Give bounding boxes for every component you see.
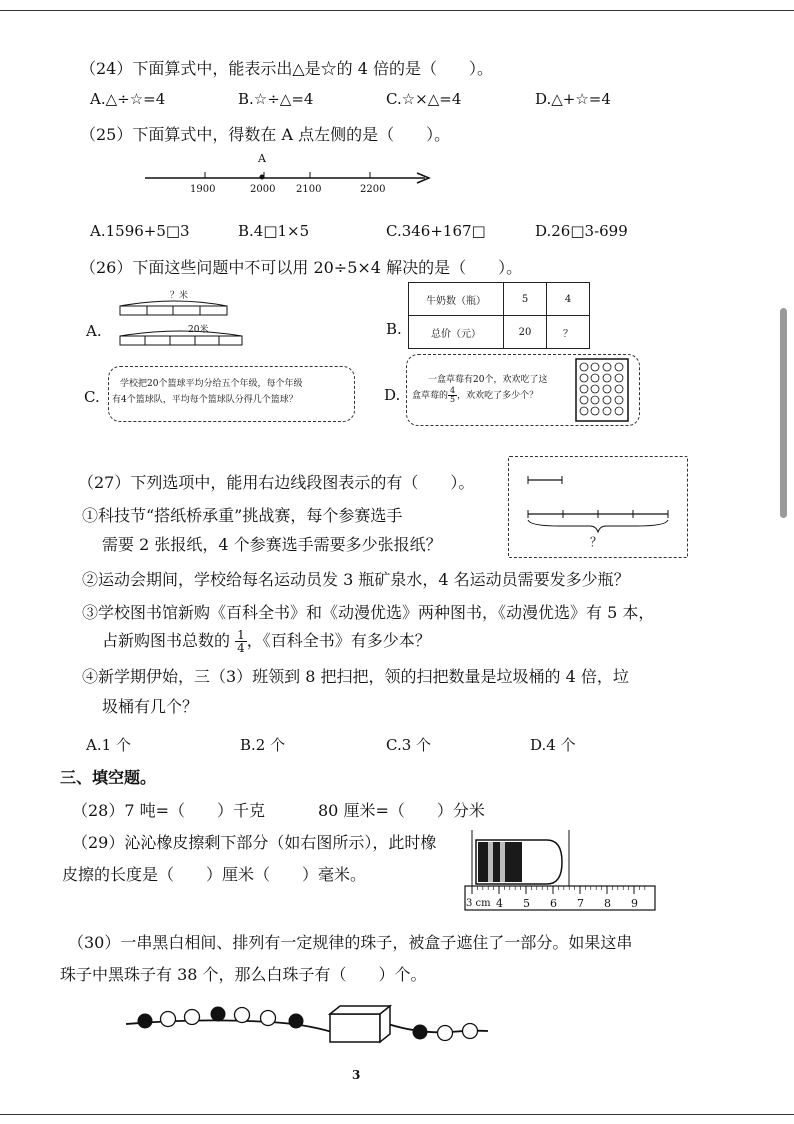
table-cell: ？ bbox=[547, 316, 590, 349]
q27-item1-line2: 需要 2 张报纸，4 个参赛选手需要多少张报纸？ bbox=[102, 535, 442, 554]
q26-a-bottom-text: 20米 bbox=[188, 325, 209, 335]
q26-label-b: B. bbox=[386, 320, 402, 338]
table-cell: 5 bbox=[504, 283, 547, 316]
q27-stem: （27）下列选项中，能用右边线段图表示的有（ ）。 bbox=[78, 473, 475, 492]
q28-part1: （28）7 吨=（ ）千克 bbox=[72, 801, 266, 820]
q27-item3-line1: ③学校图书馆新购《百科全书》和《动漫优选》两种图书，《动漫优选》有 5 本， bbox=[82, 603, 655, 622]
q26-a-segment-diagram bbox=[115, 294, 250, 354]
table-header-price: 总价（元） bbox=[409, 316, 504, 349]
number-line-tick-2100: 2100 bbox=[296, 184, 322, 195]
ruler-label-6: 6 bbox=[550, 897, 557, 910]
q25-option-c[interactable]: C.346+167□ bbox=[386, 222, 486, 240]
q26-label-c: C. bbox=[84, 388, 100, 406]
number-line-tick-2000: 2000 bbox=[250, 184, 276, 195]
number-line-point-label: A bbox=[258, 152, 266, 165]
q27-item3-line2: 占新购图书总数的 $\frac{1}{4}$ ，《百科全书》有多少本？ bbox=[102, 628, 431, 655]
q29-line1: （29）沁沁橡皮擦剩下部分（如右图所示），此时橡 bbox=[72, 833, 437, 852]
q27-option-b[interactable]: B.2 个 bbox=[240, 736, 286, 754]
q24-stem: （24）下面算式中，能表示出△是☆的 4 倍的是（ ）。 bbox=[80, 59, 494, 78]
q26-d-text-line2: 盒草莓的 $\frac{4}{5}$ ，欢欢吃了多少个？ bbox=[412, 386, 539, 404]
page-number: 3 bbox=[352, 1068, 361, 1082]
beads-string-figure bbox=[120, 1000, 500, 1056]
ruler-label-4: 4 bbox=[496, 897, 503, 910]
q26-c-text-line1: 学校把20个篮球平均分给五个年级，每个年级 bbox=[120, 379, 303, 389]
q28-part2: 80 厘米=（ ）分米 bbox=[318, 801, 485, 820]
page-top-border bbox=[0, 10, 794, 11]
table-cell: 4 bbox=[547, 283, 590, 316]
q27-item4-line2: 圾桶有几个？ bbox=[102, 697, 199, 716]
q29-line2: 皮擦的长度是（ ）厘米（ ）毫米。 bbox=[62, 865, 367, 884]
ruler-label-3cm: 3 cm bbox=[466, 898, 491, 909]
scrollbar[interactable] bbox=[780, 308, 787, 518]
ruler-label-9: 9 bbox=[631, 897, 638, 910]
table-header-milk: 牛奶数（瓶） bbox=[409, 283, 504, 316]
q25-option-b[interactable]: B.4□1×5 bbox=[238, 222, 310, 240]
q24-option-d[interactable]: D.△+☆=4 bbox=[535, 90, 611, 108]
q27-option-a[interactable]: A.1 个 bbox=[86, 736, 131, 754]
q26-d-text-line1: 一盒草莓有20个，欢欢吃了这 bbox=[428, 375, 548, 385]
q24-option-c[interactable]: C.☆×△=4 bbox=[386, 90, 462, 108]
q27-item2: ②运动会期间，学校给每名运动员发 3 瓶矿泉水，4 名运动员需要发多少瓶？ bbox=[82, 570, 630, 589]
q25-option-d[interactable]: D.26□3-699 bbox=[535, 222, 628, 240]
ruler-label-5: 5 bbox=[523, 897, 530, 910]
q26-label-d: D. bbox=[384, 386, 401, 404]
q26-c-text-line2: 有4个篮球队，平均每个篮球队分得几个篮球？ bbox=[112, 395, 298, 405]
page-bottom-border bbox=[0, 1114, 794, 1115]
q27-option-d[interactable]: D.4 个 bbox=[530, 736, 576, 754]
number-line bbox=[140, 150, 440, 200]
q26-label-a: A. bbox=[86, 322, 102, 340]
q27-diagram-question-mark: ？ bbox=[590, 535, 603, 549]
table-cell: 20 bbox=[504, 316, 547, 349]
section-title: 三、填空题。 bbox=[60, 768, 157, 787]
ruler-label-7: 7 bbox=[577, 897, 584, 910]
q27-item4-line1: ④新学期伊始，三（3）班领到 8 把扫把，领的扫把数量是垃圾桶的 4 倍，垃 bbox=[82, 667, 629, 686]
q27-option-c[interactable]: C.3 个 bbox=[386, 736, 432, 754]
number-line-tick-1900: 1900 bbox=[190, 184, 216, 195]
q26-stem: （26）下面这些问题中不可以用 20÷5×4 解决的是（ ）。 bbox=[80, 258, 523, 277]
number-line-tick-2200: 2200 bbox=[360, 184, 386, 195]
q24-option-b[interactable]: B.☆÷△=4 bbox=[238, 90, 314, 108]
q26-a-top-text: ？米 bbox=[170, 291, 189, 301]
q25-option-a[interactable]: A.1596+5□3 bbox=[90, 222, 190, 240]
q24-option-a[interactable]: A.△÷☆=4 bbox=[90, 90, 166, 108]
strawberry-box-image bbox=[575, 358, 629, 422]
q25-stem: （25）下面算式中，得数在 A 点左侧的是（ ）。 bbox=[80, 125, 451, 144]
ruler-label-8: 8 bbox=[604, 897, 611, 910]
q27-item1-line1: ①科技节“搭纸桥承重”挑战赛，每个参赛选手 bbox=[82, 506, 403, 525]
q30-line1: （30）一串黑白相间、排列有一定规律的珠子，被盒子遮住了一部分。如果这串 bbox=[68, 933, 633, 952]
q30-line2: 珠子中黑珠子有 38 个，那么白珠子有（ ）个。 bbox=[60, 965, 427, 984]
milk-price-table bbox=[408, 282, 590, 349]
